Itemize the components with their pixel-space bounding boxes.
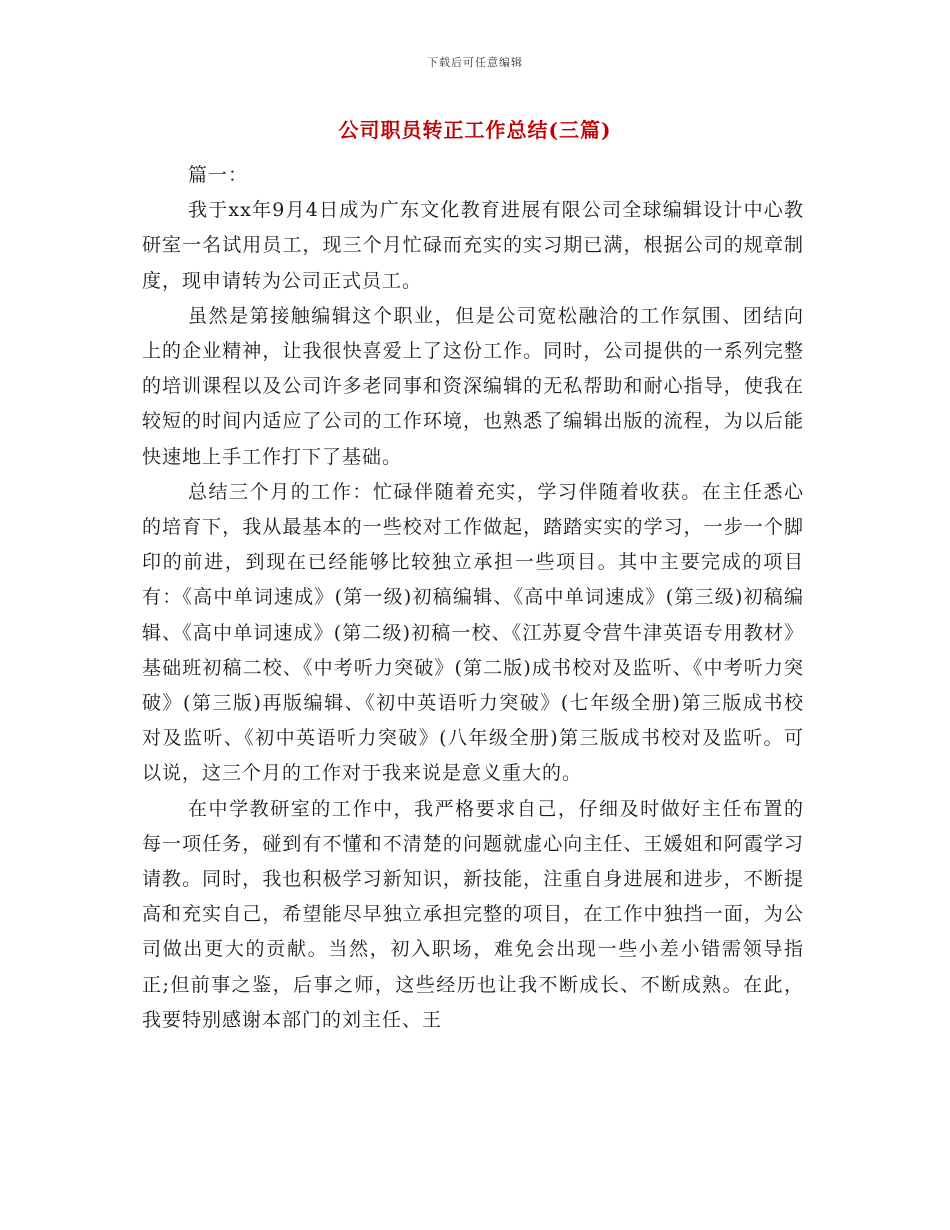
header-note: 下载后可任意编辑 (427, 56, 523, 69)
section-label: 篇一： (188, 164, 249, 186)
document-title: 公司职员转正工作总结(三篇) (338, 118, 612, 142)
document-body (142, 158, 804, 1038)
paragraph-4: 在中学教研室的工作中，我严格要求自己，仔细及时做好主任布置的每一项任务，碰到有不懂和不清楚的问题就虚心向主任、王媛姐和阿霞学习请教。同时，我也积极学习新知识，新技能，注重自身进展和进步，不断提高和充实自己，希望能尽早独立承担完整的项目，在工作中独挡一面，为公司做出更大的贡献。当然，初入职场，难免会出现一些小差小错需领导指正;但前事之鉴，后事之师，这些经历也让我不断成长、不断成熟。在此，我要特别感谢本部门的刘主任、王 (142, 797, 804, 1031)
paragraph-1: 我于xx年9月4日成为广东文化教育进展有限公司全球编辑设计中心教研室一名试用员工，现三个月忙碌而充实的实习期已满，根据公司的规章制度，现申请转为公司正式员工。 (142, 199, 804, 292)
paragraph-2: 虽然是第接触编辑这个职业，但是公司宽松融洽的工作氛围、团结向上的企业精神，让我很快喜爱上了这份工作。同时，公司提供的一系列完整的培训课程以及公司许多老同事和资深编辑的无私帮助和耐心指导，使我在较短的时间内适应了公司的工作环境，也熟悉了编辑出版的流程，为以后能快速地上手工作打下了基础。 (142, 304, 804, 468)
paragraph-3: 总结三个月的工作：忙碌伴随着充实，学习伴随着收获。在主任悉心的培育下，我从最基本的一些校对工作做起，踏踏实实的学习，一步一个脚印的前进，到现在已经能够比较独立承担一些项目。其中主要完成的项目有：《高中单词速成》(第一级)初稿编辑、《高中单词速成》(第三级)初稿编辑、《高中单词速成》(第二级)初稿一校、《江苏夏令营牛津英语专用教材》基础班初稿二校、《中考听力突破》(第二版)成书校对及监听、《中考听力突破》(第三版)再版编辑、《初中英语听力突破》(七年级全册)第三版成书校对及监听、《初中英语听力突破》(八年级全册)第三版成书校对及监听。可以说，这三个月的工作对于我来说是意义重大的。 (142, 480, 804, 785)
